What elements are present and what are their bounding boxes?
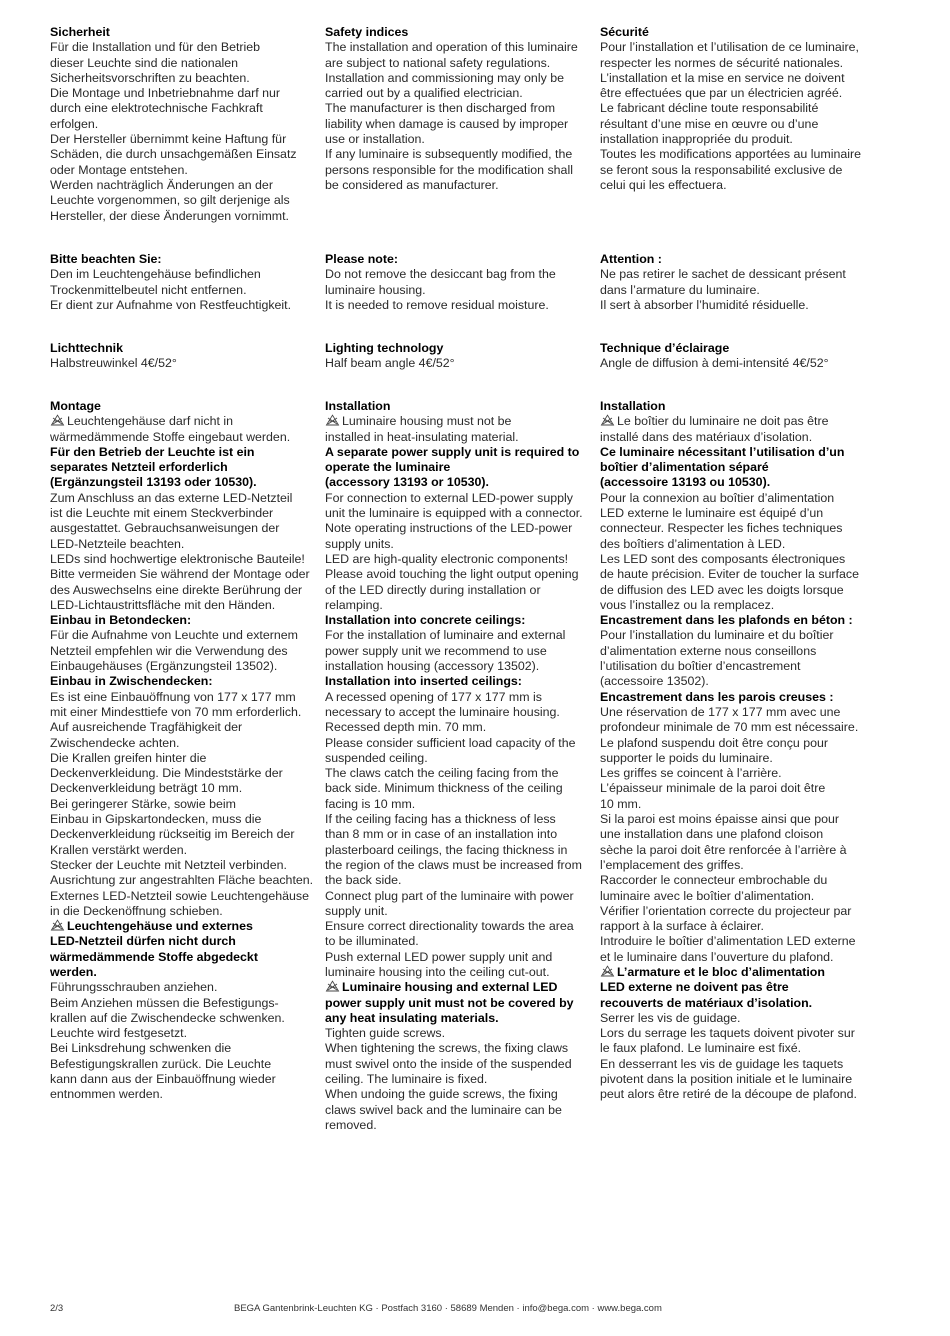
text-line xyxy=(325,980,587,995)
no-insulation-warning-icon xyxy=(325,414,340,426)
section-title: Lighting technology xyxy=(325,341,444,355)
text-line: erfolgen. xyxy=(50,116,99,131)
text-line: Encastrement dans les plafonds en béton : xyxy=(600,613,853,628)
text-line: ausgestattet. Gebrauchsanweisungen der xyxy=(50,521,280,536)
no-insulation-warning-icon xyxy=(600,414,615,426)
text-line: Bei geringerer Stärke, sowie beim xyxy=(50,796,236,811)
text-line: rapport à la surface à éclairer. xyxy=(600,919,764,934)
text-line: are subject to national safety regulations. xyxy=(325,55,551,70)
text-line: (Ergänzungsteil 13193 oder 10530). xyxy=(50,475,257,490)
text-line: Führungsschrauben anziehen. xyxy=(50,980,218,995)
text-line: dans l’armature du luminaire. xyxy=(600,282,760,297)
text-line: Do not remove the desiccant bag from the xyxy=(325,267,556,282)
text-line: Introduire le boîtier d’alimentation LED externe xyxy=(600,934,856,949)
text-line xyxy=(600,414,862,429)
text-line: luminaire housing. xyxy=(325,282,426,297)
text-line: Halbstreuwinkel 4€/52° xyxy=(50,356,177,371)
text-line: Die Montage und Inbetriebnahme darf nur xyxy=(50,86,281,101)
text-line: connecteur. Respecter les fiches techniques xyxy=(600,521,843,536)
text-line: ceiling. The luminaire is fixed. xyxy=(325,1072,488,1087)
text-line: Si la paroi est moins épaisse ainsi que pour xyxy=(600,812,839,827)
text-line: persons responsible for the modification shall xyxy=(325,162,573,177)
text-line: Push external LED power supply unit and xyxy=(325,949,553,964)
text-line: LED externe le luminaire est équipé d’un xyxy=(600,506,824,521)
text-line: Deckenverkleidung rückseitig im Bereich der xyxy=(50,827,295,842)
text-line: le faux plafond. Le luminaire est fixé. xyxy=(600,1041,802,1056)
text-line-content: Luminaire housing and external LED xyxy=(342,980,558,995)
text-line: (accessoire 13502). xyxy=(600,674,709,689)
text-line: Werden nachträglich Änderungen an der xyxy=(50,177,273,192)
section-title: Installation xyxy=(325,399,391,413)
text-line: entnommen werden. xyxy=(50,1087,163,1102)
text-line: Installation into inserted ceilings: xyxy=(325,674,522,689)
text-line: Zum Anschluss an das externe LED-Netzteil xyxy=(50,490,293,505)
text-line: de diffusion des LED avec les doigts lorsque xyxy=(600,582,844,597)
text-line: removed. xyxy=(325,1117,377,1132)
text-line: Les griffes se coincent à l’arrière. xyxy=(600,766,782,781)
text-line: Tighten guide screws. xyxy=(325,1026,446,1041)
text-line: Deckenverkleidung beträgt 10 mm. xyxy=(50,781,243,796)
text-line: Une réservation de 177 x 177 mm avec une xyxy=(600,704,841,719)
section-safety xyxy=(50,25,312,224)
text-line: plasterboard ceilings, the facing thickness in xyxy=(325,842,568,857)
text-line: L’épaisseur minimale de la paroi doit être xyxy=(600,781,826,796)
text-line: installé dans des matériaux d’isolation. xyxy=(600,429,813,444)
section-lighting xyxy=(325,341,587,372)
text-line: vous l’installez ou la remplacez. xyxy=(600,597,775,612)
text-line: et le luminaire dans l’ouverture du plafond. xyxy=(600,949,834,964)
text-line: Installation and commissioning may only be xyxy=(325,70,564,85)
section-title: Technique d’éclairage xyxy=(600,341,730,355)
text-line: to be illuminated. xyxy=(325,934,419,949)
text-line: Die Krallen greifen hinter die xyxy=(50,750,207,765)
text-line: supporter le poids du luminaire. xyxy=(600,750,773,765)
text-line: If the ceiling facing has a thickness of less xyxy=(325,812,556,827)
text-line: Hersteller, der diese Änderungen vornimmt. xyxy=(50,208,289,223)
text-line: Deckenverkleidung. Die Mindeststärke der xyxy=(50,766,283,781)
text-line: une installation dans une plafond cloison xyxy=(600,827,824,842)
text-line: carried out by a qualified electrician. xyxy=(325,86,523,101)
text-line: LED-Netzteile beachten. xyxy=(50,536,185,551)
text-line: Auf ausreichende Tragfähigkeit der xyxy=(50,720,243,735)
text-line: Zwischendecke achten. xyxy=(50,735,180,750)
section-note xyxy=(50,252,312,313)
text-line: Bei Linksdrehung schwenken die xyxy=(50,1041,232,1056)
text-line: must swivel onto the inside of the suspended xyxy=(325,1056,572,1071)
text-line: LED are high-quality electronic components! xyxy=(325,551,569,566)
text-line-content: Leuchtengehäuse und externes xyxy=(67,919,253,934)
text-line: Recessed depth min. 70 mm. xyxy=(325,720,487,735)
text-line: Pour l’installation et l’utilisation de ce luminaire, xyxy=(600,40,859,55)
text-line: Netzteil empfehlen wir die Verwendung des xyxy=(50,643,288,658)
text-line: Les LED sont des composants électroniques xyxy=(600,551,846,566)
text-line: Le plafond suspendu doit être conçu pour xyxy=(600,735,829,750)
text-line: power supply unit must not be covered by xyxy=(325,995,574,1010)
text-line: Externes LED-Netzteil sowie Leuchtengehäuse xyxy=(50,888,309,903)
section-title: Please note: xyxy=(325,252,398,266)
text-line: be considered as manufacturer. xyxy=(325,177,499,192)
text-line: Schäden, die durch unsachgemäßen Einsatz xyxy=(50,147,297,162)
text-line: installation housing (accessory 13502). xyxy=(325,659,540,674)
text-line: krallen auf die Zwischendecke schwenken. xyxy=(50,1010,285,1025)
text-line: Einbau in Zwischendecken: xyxy=(50,674,213,689)
text-line: kann dann aus der Einbauöffnung wieder xyxy=(50,1072,276,1087)
text-line: For connection to external LED-power supply xyxy=(325,490,573,505)
text-line: supply unit. xyxy=(325,903,388,918)
section-title: Installation xyxy=(600,399,666,413)
text-line: wärmedämmende Stoffe eingebaut werden. xyxy=(50,429,291,444)
text-line: résultant d’une mise en œuvre ou d’une xyxy=(600,116,819,131)
text-line: l’utilisation du boîtier d’encastrement xyxy=(600,659,801,674)
text-line: Connect plug part of the luminaire with power xyxy=(325,888,574,903)
text-line: Sicherheitsvorschriften zu beachten. xyxy=(50,70,250,85)
section-lighting xyxy=(50,341,312,372)
text-line: For the installation of luminaire and external xyxy=(325,628,566,643)
no-insulation-warning-icon xyxy=(325,980,340,992)
text-line: sèche la paroi doit être renforcée à l’arrière à xyxy=(600,842,847,857)
text-line: Leuchte vorgenommen, so gilt derjenige als xyxy=(50,193,290,208)
text-line: recouverts de matériaux d’isolation. xyxy=(600,995,813,1010)
text-line: Pour la connexion au boîtier d’alimentation xyxy=(600,490,835,505)
text-line: supply units. xyxy=(325,536,394,551)
text-line: Half beam angle 4€/52° xyxy=(325,356,455,371)
text-line-content: L’armature et le bloc d’alimentation xyxy=(617,964,825,979)
text-line: back side. Minimum thickness of the ceiling xyxy=(325,781,563,796)
text-line: profondeur minimale de 70 mm est nécessaire. xyxy=(600,720,859,735)
text-line: It is needed to remove residual moisture. xyxy=(325,297,549,312)
text-line-content: Le boîtier du luminaire ne doit pas être xyxy=(617,414,829,429)
text-line: Raccorder le connecteur embrochable du xyxy=(600,873,828,888)
text-line: L’installation et la mise en service ne doivent xyxy=(600,70,845,85)
section-installation xyxy=(600,399,862,1103)
text-line: Ensure correct directionality towards the area xyxy=(325,919,574,934)
text-line: The manufacturer is then discharged from xyxy=(325,101,556,116)
text-line: luminaire avec le boîtier d’alimentation. xyxy=(600,888,815,903)
page-number: 2/3 xyxy=(50,1303,64,1314)
text-line: of the LED directly during installation or xyxy=(325,582,541,597)
text-line: A separate power supply unit is required to xyxy=(325,444,580,459)
text-line-content: Leuchtengehäuse darf nicht in xyxy=(67,414,234,429)
text-line: dieser Leuchte sind die nationalen xyxy=(50,55,239,70)
text-line: Für den Betrieb der Leuchte ist ein xyxy=(50,444,255,459)
text-line: the region of the claws must be increased from xyxy=(325,857,582,872)
text-line: When tightening the screws, the fixing claws xyxy=(325,1041,569,1056)
text-line: Einbaugehäuses (Ergänzungsteil 13502). xyxy=(50,659,278,674)
text-line: 10 mm. xyxy=(600,796,642,811)
text-line: LED-Netzteil dürfen nicht durch xyxy=(50,934,236,949)
text-line: être effectuées que par un électricien agréé. xyxy=(600,86,843,101)
text-line: Beim Anziehen müssen die Befestigungs- xyxy=(50,995,279,1010)
text-line: Note operating instructions of the LED-power xyxy=(325,521,573,536)
text-line: Lors du serrage les taquets doivent pivoter sur xyxy=(600,1026,855,1041)
text-line: werden. xyxy=(50,964,97,979)
section-title: Attention : xyxy=(600,252,662,266)
no-insulation-warning-icon xyxy=(600,965,615,977)
text-line: in die Deckenöffnung schieben. xyxy=(50,903,223,918)
text-line: celui qui les effectuera. xyxy=(600,177,727,192)
text-line: Für die Installation und für den Betrieb xyxy=(50,40,261,55)
footer-address: BEGA Gantenbrink-Leuchten KG · Postfach 3160 · 58689 Menden · info@bega.com · www.bega.com xyxy=(234,1303,662,1314)
section-title: Safety indices xyxy=(325,25,409,39)
text-line: necessary to accept the luminaire housing. xyxy=(325,704,560,719)
section-installation xyxy=(50,399,312,1103)
text-line xyxy=(50,919,312,934)
text-line: Bitte vermeiden Sie während der Montage oder xyxy=(50,567,310,582)
text-line: (accessory 13193 or 10530). xyxy=(325,475,489,490)
text-line: relamping. xyxy=(325,597,383,612)
text-line: Es ist eine Einbauöffnung von 177 x 177 mm xyxy=(50,689,296,704)
text-line: boîtier d’alimentation séparé xyxy=(600,460,769,475)
text-line: LEDs sind hochwertige elektronische Bauteile! xyxy=(50,551,305,566)
text-line: ist die Leuchte mit einem Steckverbinder xyxy=(50,506,274,521)
section-title: Lichttechnik xyxy=(50,341,123,355)
text-line: Please avoid touching the light output opening xyxy=(325,567,579,582)
text-line: Installation into concrete ceilings: xyxy=(325,613,526,628)
text-line: than 8 mm or in case of an installation into xyxy=(325,827,558,842)
text-line: installed in heat-insulating material. xyxy=(325,429,519,444)
section-title: Montage xyxy=(50,399,101,413)
text-line: Ne pas retirer le sachet de dessicant présent xyxy=(600,267,846,282)
text-line: Toutes les modifications apportées au luminaire xyxy=(600,147,862,162)
text-line: Pour l’installation du luminaire et du boîtier xyxy=(600,628,834,643)
text-line xyxy=(325,414,587,429)
text-line xyxy=(50,414,312,429)
text-line: des boîtiers d’alimentation à LED. xyxy=(600,536,786,551)
text-line: The installation and operation of this luminaire xyxy=(325,40,578,55)
text-line: Einbau in Betondecken: xyxy=(50,613,192,628)
text-line: suspended ceiling. xyxy=(325,750,428,765)
section-installation xyxy=(325,399,587,1133)
section-note xyxy=(600,252,862,313)
text-line: liability when damage is caused by improper xyxy=(325,116,569,131)
text-line: Für die Aufnahme von Leuchte und externem xyxy=(50,628,298,643)
text-line: Le fabricant décline toute responsabilité xyxy=(600,101,819,116)
text-line: Einbau in Gipskartondecken, muss die xyxy=(50,812,262,827)
text-line: use or installation. xyxy=(325,132,425,147)
text-line: d’alimentation externe nous conseillons xyxy=(600,643,817,658)
text-line: wärmedämmende Stoffe abgedeckt xyxy=(50,949,258,964)
no-insulation-warning-icon xyxy=(50,919,65,931)
text-line: any heat insulating materials. xyxy=(325,1010,499,1025)
text-line: LED externe ne doivent pas être xyxy=(600,980,789,995)
text-line: pivotent dans la position initiale et le luminaire xyxy=(600,1072,853,1087)
text-line: Der Hersteller übernimmt keine Haftung für xyxy=(50,132,287,147)
text-line: Encastrement dans les parois creuses : xyxy=(600,689,834,704)
text-line: facing is 10 mm. xyxy=(325,796,416,811)
text-line: The claws catch the ceiling facing from the xyxy=(325,766,559,781)
no-insulation-warning-icon xyxy=(50,414,65,426)
section-title: Sicherheit xyxy=(50,25,110,39)
text-line: unit the luminaire is equipped with a connector. xyxy=(325,506,583,521)
section-note xyxy=(325,252,587,313)
text-line: installation inappropriée du produit. xyxy=(600,132,793,147)
text-line: Krallen verstärkt werden. xyxy=(50,842,188,857)
text-line: operate the luminaire xyxy=(325,460,451,475)
text-line: claws swivel back and the luminaire can be xyxy=(325,1102,562,1117)
text-line: Ausrichtung zur angestrahlten Fläche beachten. xyxy=(50,873,314,888)
text-line: Er dient zur Aufnahme von Restfeuchtigkeit. xyxy=(50,297,292,312)
text-line: separates Netzteil erforderlich xyxy=(50,460,228,475)
section-safety xyxy=(325,25,587,193)
text-line: Please consider sufficient load capacity of the xyxy=(325,735,576,750)
text-line: de haute précision. Eviter de toucher la surface xyxy=(600,567,859,582)
text-line: Ce luminaire nécessitant l’utilisation d’un xyxy=(600,444,845,459)
text-line: l’emplacement des griffes. xyxy=(600,857,744,872)
section-title: Bitte beachten Sie: xyxy=(50,252,162,266)
text-line-content: Luminaire housing must not be xyxy=(342,414,512,429)
text-line: mit einer Mindesttiefe von 70 mm erforderlich. xyxy=(50,704,302,719)
section-lighting xyxy=(600,341,862,372)
text-line: luminaire housing into the ceiling cut-out. xyxy=(325,964,550,979)
text-line: A recessed opening of 177 x 177 mm is xyxy=(325,689,542,704)
text-line: LED-Lichtaustrittsfläche mit den Händen. xyxy=(50,597,276,612)
text-line: Stecker der Leuchte mit Netzteil verbinden. xyxy=(50,857,287,872)
text-line: Befestigungskrallen zurück. Die Leuchte xyxy=(50,1056,272,1071)
text-line: the back side. xyxy=(325,873,402,888)
text-line: Vérifier l’orientation correcte du projecteur par xyxy=(600,903,852,918)
text-line: peut alors être retiré de la découpe de plafond. xyxy=(600,1087,857,1102)
text-line: If any luminaire is subsequently modified, the xyxy=(325,147,573,162)
text-line xyxy=(600,965,862,980)
text-line: power supply unit we recommend to use xyxy=(325,643,547,658)
text-line: des Auswechselns eine direkte Berührung der xyxy=(50,582,303,597)
text-line: respecter les normes de sécurité nationales. xyxy=(600,55,844,70)
text-line: se feront sous la responsabilité exclusive de xyxy=(600,162,843,177)
text-line: En desserrant les vis de guidage les taquets xyxy=(600,1056,844,1071)
section-title: Sécurité xyxy=(600,25,649,39)
text-line: Leuchte wird festgesetzt. xyxy=(50,1026,188,1041)
text-line: oder Montage entstehen. xyxy=(50,162,188,177)
section-safety xyxy=(600,25,862,193)
text-line: (accessoire 13193 ou 10530). xyxy=(600,475,771,490)
text-line: durch eine elektrotechnische Fachkraft xyxy=(50,101,263,116)
text-line: Trockenmittelbeutel nicht entfernen. xyxy=(50,282,247,297)
text-line: Angle de diffusion à demi-intensité 4€/52° xyxy=(600,356,829,371)
text-line: Il sert à absorber l’humidité résiduelle. xyxy=(600,297,809,312)
text-line: When undoing the guide screws, the fixing xyxy=(325,1087,558,1102)
text-line: Serrer les vis de guidage. xyxy=(600,1010,741,1025)
text-line: Den im Leuchtengehäuse befindlichen xyxy=(50,267,261,282)
